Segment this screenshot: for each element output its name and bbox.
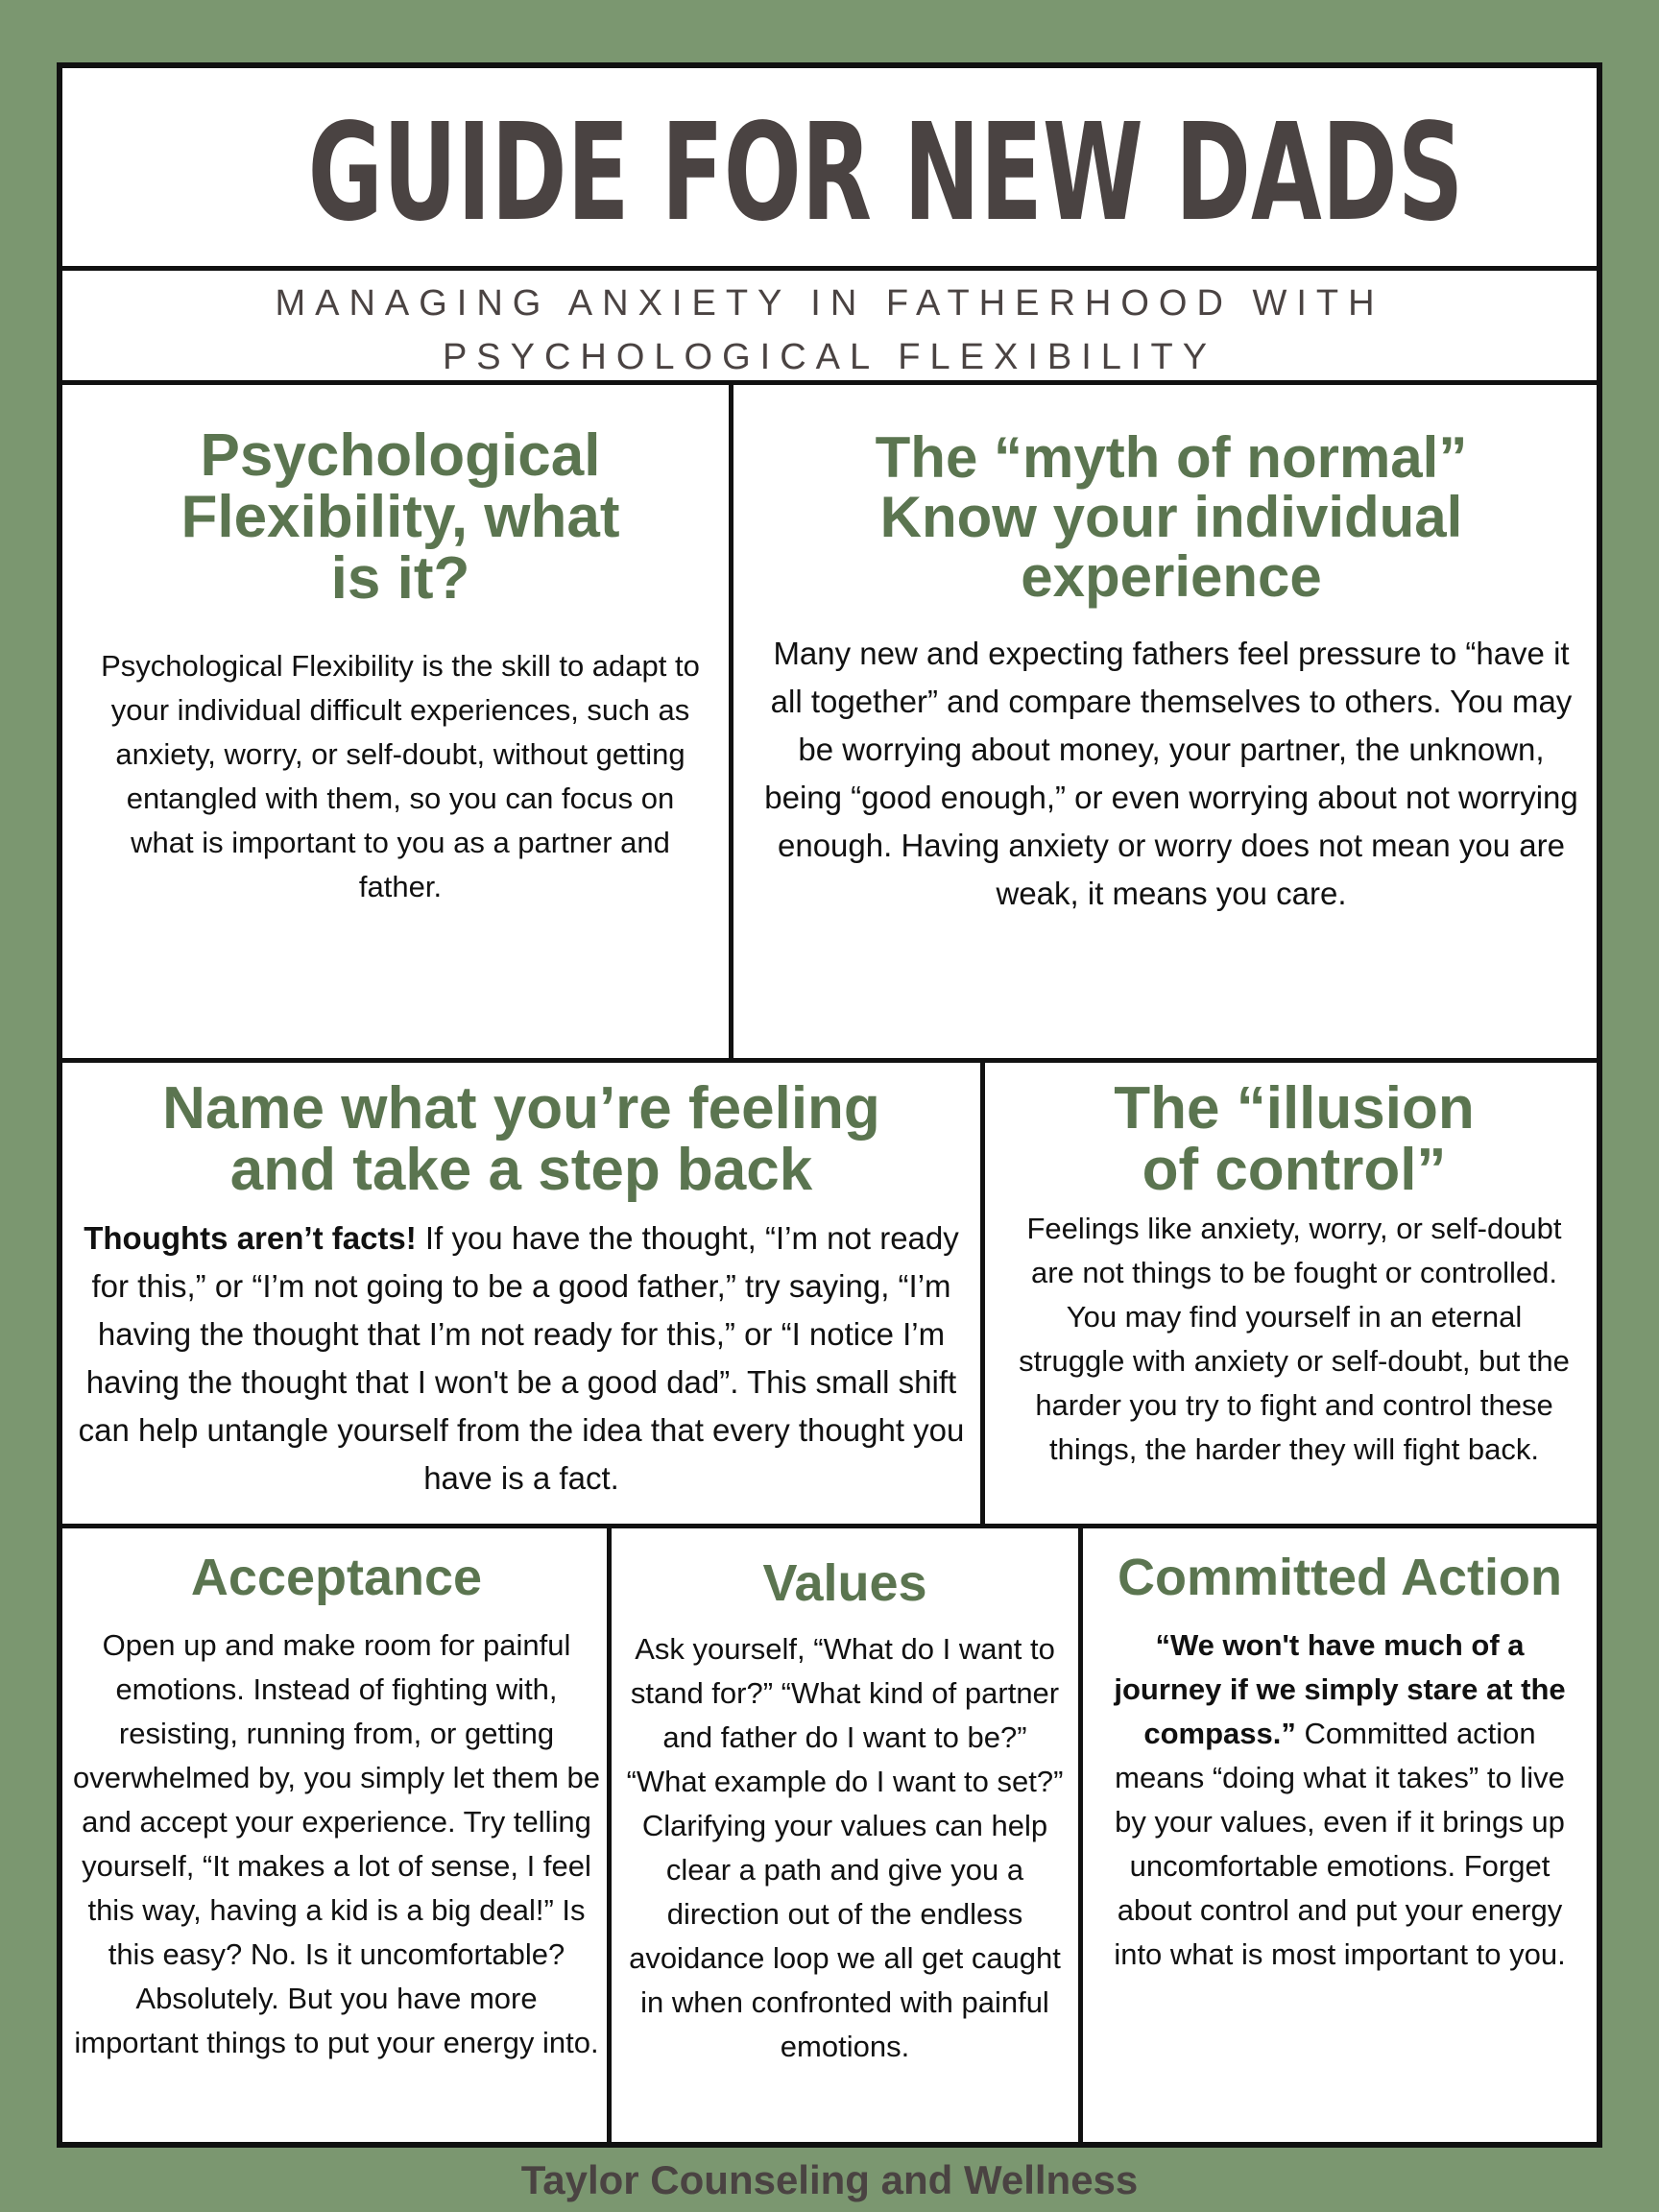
section-heading: The “myth of normal” Know your individual experience	[875, 425, 1468, 609]
section-body: Many new and expecting fathers feel pressure to “have it all together” and compare themselves to others. You may be worrying about money, your partner, the unknown, being “good enough,” or even worrying about not worrying enough. Having anxiety or worry does not mean you are weak, it means you care.	[764, 636, 1578, 911]
section-psychological-flexibility	[82, 422, 719, 909]
section-illusion-of-control	[999, 1075, 1589, 1472]
divider	[62, 266, 1597, 271]
section-heading: Acceptance	[190, 1549, 483, 1606]
section-body: “We won't have much of a journey if we simply stare at the compass.” Committed action means “doing what it takes” to live by your values, even if it brings up uncomfortable emotions. Forget about control and put your energy into what is most important to you.	[1114, 1628, 1566, 1971]
page-subtitle	[62, 276, 1597, 384]
section-body: Psychological Flexibility is the skill to adapt to your individual difficult experiences, such as anxiety, worry, or self-doubt, without getting entangled with them, so you can focus on what is important to you as a partner and father.	[101, 649, 700, 903]
section-heading: The “illusion of control”	[1114, 1075, 1475, 1203]
section-heading: Name what you’re feeling and take a step back	[162, 1075, 880, 1203]
section-body: Ask yourself, “What do I want to stand for?” “What kind of partner and father do I want to be?” “What example do I want to set?” Clarifying your values can help clear a path and give you a direction out of the endless avoidance loop we all get caught in when confronted with painful emotions.	[626, 1632, 1064, 2063]
divider	[62, 1058, 1597, 1063]
section-heading: Values	[762, 1554, 927, 1612]
section-heading: Psychological Flexibility, what is it?	[180, 422, 620, 612]
divider	[1078, 1524, 1083, 2148]
guide-sheet	[57, 62, 1602, 2148]
section-body-emphasis: Thoughts aren’t facts!	[84, 1220, 417, 1256]
divider	[62, 1524, 1597, 1528]
divider	[980, 1058, 985, 1528]
section-acceptance	[68, 1547, 605, 2065]
section-body: Thoughts aren’t facts! If you have the thought, “I’m not ready for this,” or “I’m not going to be a good father,” try saying, “I’m having the thought that I’m not ready for this,” or “I notice I’m having the thought that I won't be a good dad”. This small shift can help untangle yourself from the idea that every thought you have is a fact.	[78, 1220, 965, 1496]
section-name-what-youre-feeling	[68, 1075, 974, 1503]
section-body: Open up and make room for painful emotions. Instead of fighting with, resisting, running from, or getting overwhelmed by, you simply let them be and accept your experience. Try telling yourself, “It makes a lot of sense, I feel this way, having a kid is a big deal!” Is this easy? No. Is it uncomfortable? Absolutely. But you have more important things to put your energy into.	[72, 1628, 601, 2059]
organization-name: Taylor Counseling and Wellness	[520, 2157, 1139, 2202]
divider	[607, 1524, 612, 2148]
section-body: Feelings like anxiety, worry, or self-doubt are not things to be fought or controlled. You may find yourself in an eternal struggle with anxiety or self-doubt, but the harder you try to fight and control these things, the harder they will fight back.	[1019, 1212, 1570, 1466]
section-myth-of-normal	[748, 425, 1595, 918]
page-title: GUIDE FOR NEW DADS	[307, 95, 1464, 252]
section-heading: Committed Action	[1118, 1549, 1562, 1606]
subtitle-line-2: PSYCHOLOGICAL FLEXIBILITY	[442, 337, 1217, 377]
section-committed-action	[1085, 1547, 1595, 1977]
divider	[729, 380, 733, 1062]
section-body-emphasis: “We won't have much of a journey if we simply stare at the compass.”	[1114, 1628, 1566, 1750]
subtitle-line-1: MANAGING ANXIETY IN FATHERHOOD WITH	[275, 283, 1384, 324]
section-values	[613, 1552, 1076, 2069]
divider	[62, 380, 1597, 385]
